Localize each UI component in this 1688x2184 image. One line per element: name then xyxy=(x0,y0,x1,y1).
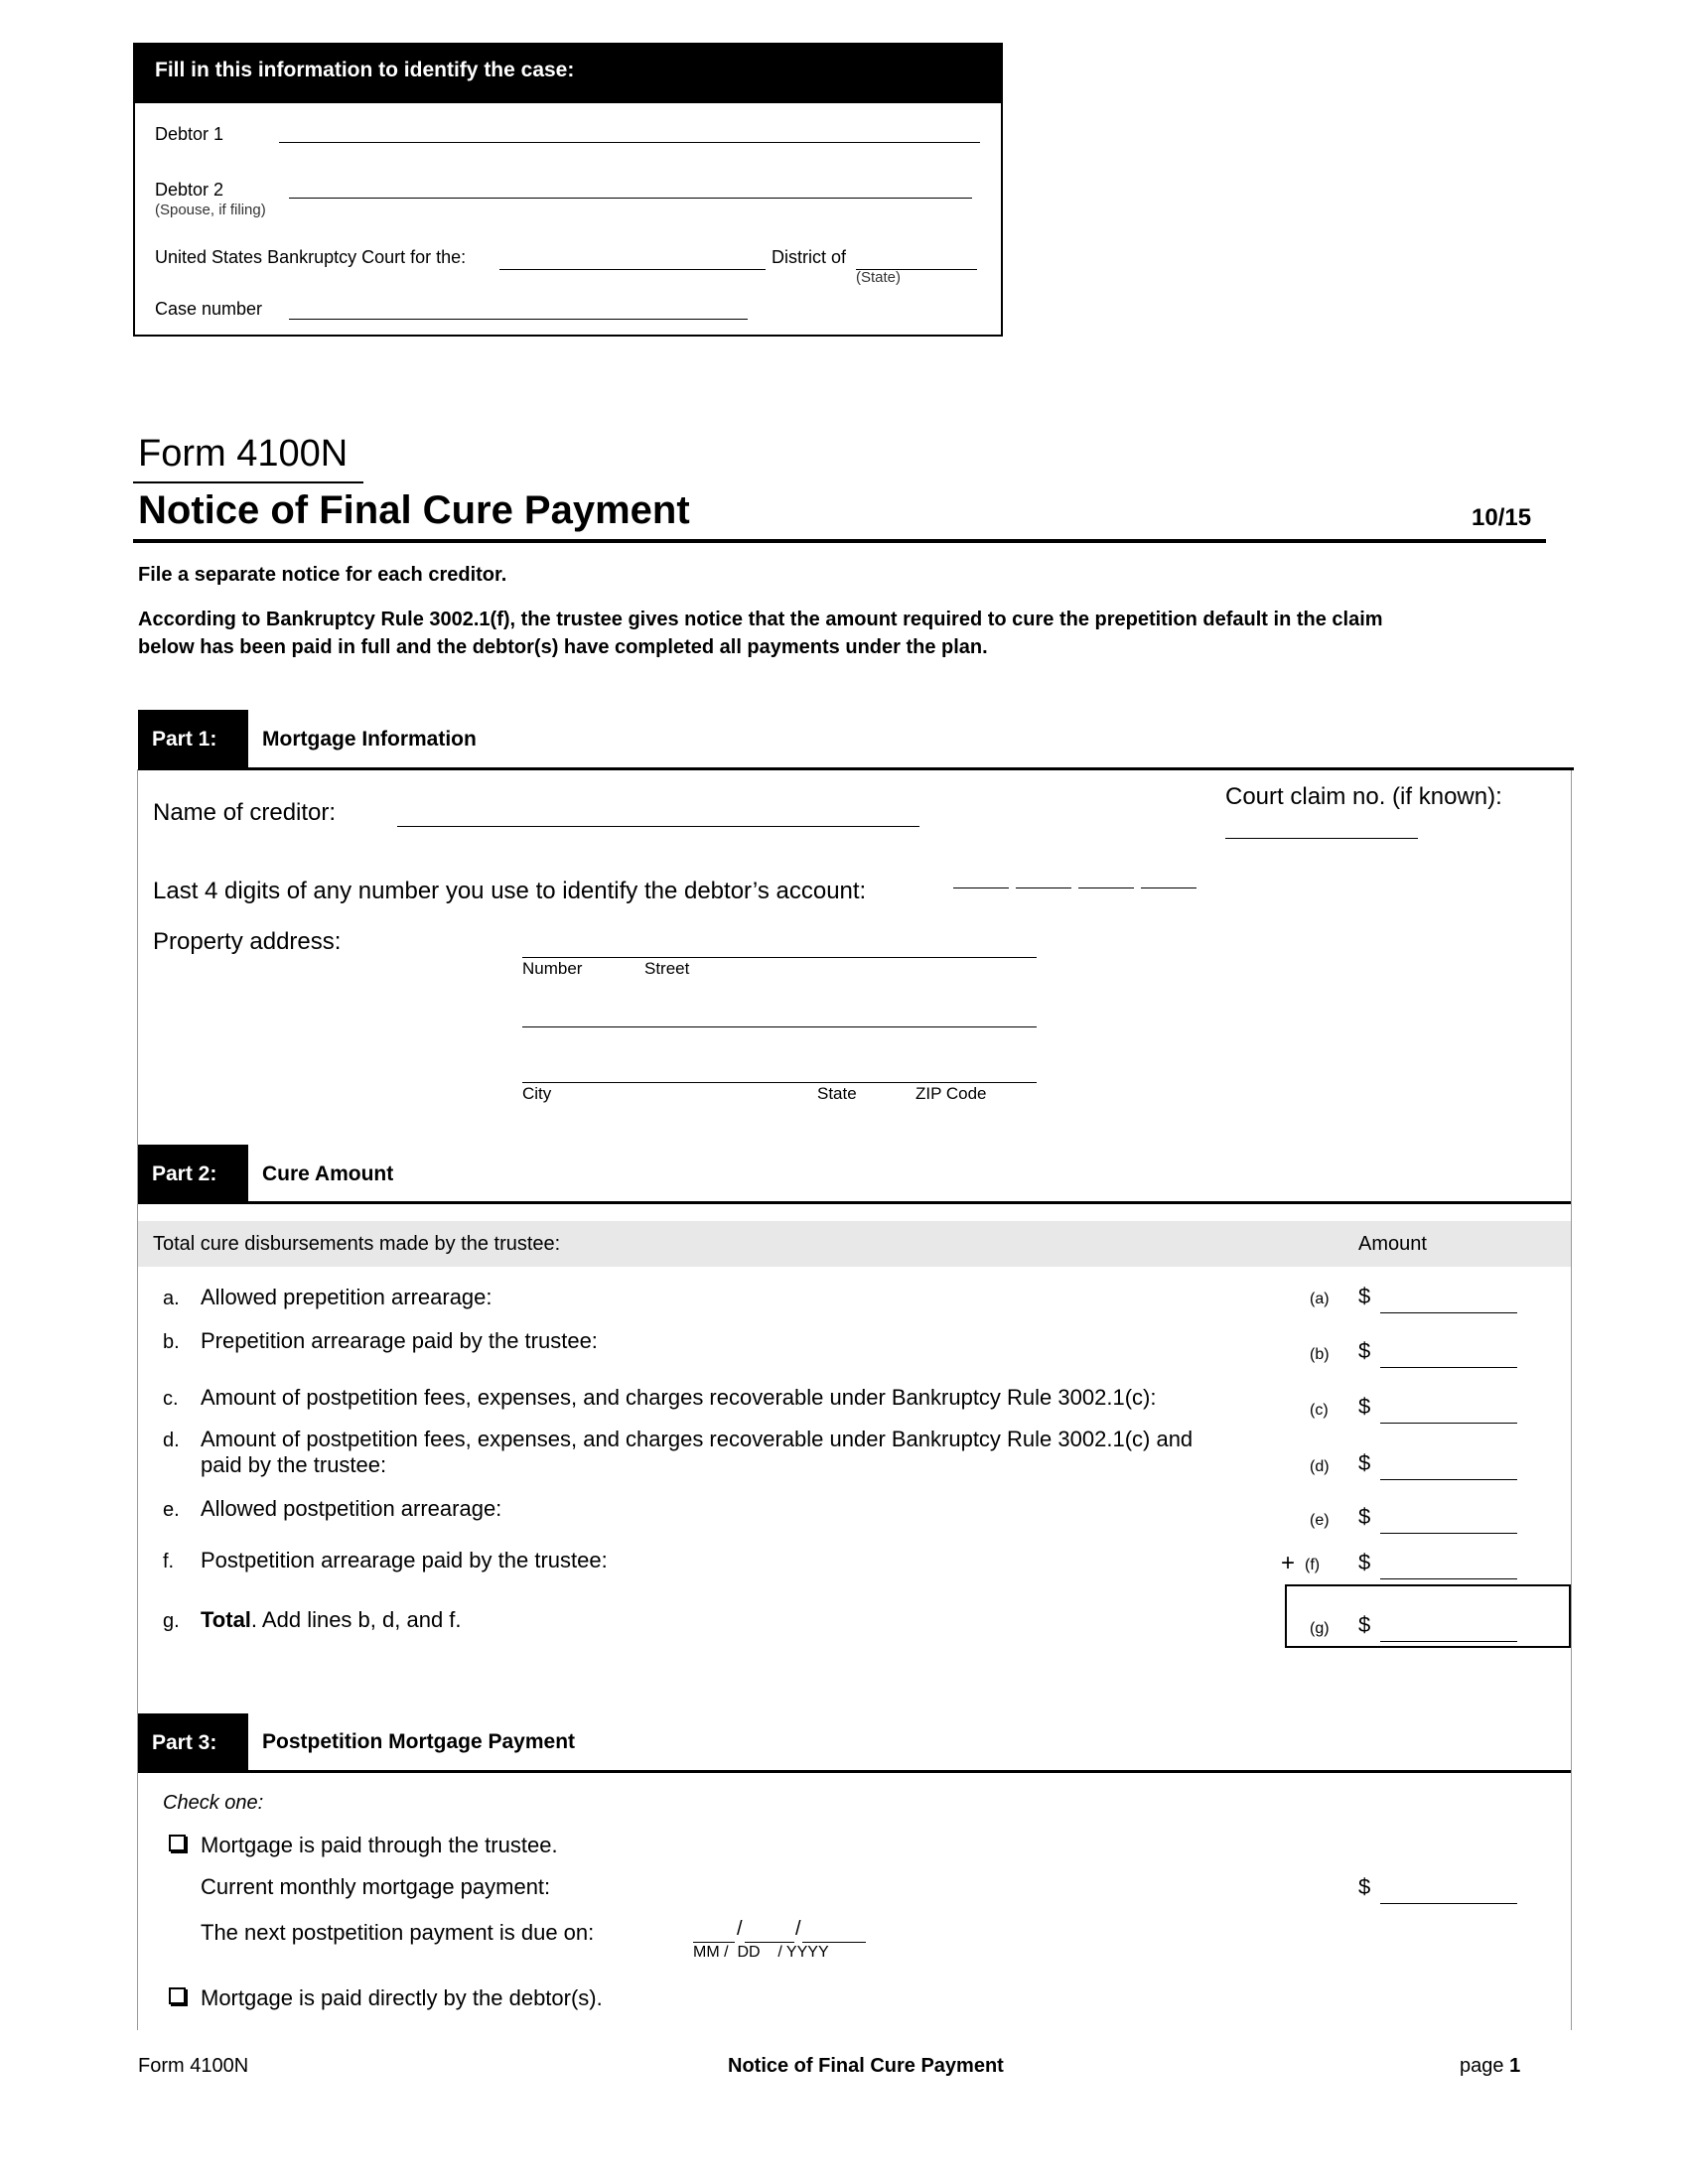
address-line2-field[interactable] xyxy=(522,1001,1037,1027)
debtor2-field[interactable] xyxy=(289,172,972,199)
amount-e-field[interactable] xyxy=(1380,1507,1517,1534)
last4-digit-2[interactable] xyxy=(1016,864,1071,888)
dollar-sign: $ xyxy=(1358,1874,1371,1899)
check-one-label: Check one: xyxy=(163,1792,264,1814)
row-text: Postpetition arrearage paid by the trustee: xyxy=(201,1548,608,1572)
dollar-sign: $ xyxy=(1358,1394,1371,1419)
due-year-field[interactable] xyxy=(802,1916,866,1943)
row-code: (a) xyxy=(1310,1291,1330,1307)
dollar-sign: $ xyxy=(1358,1284,1371,1308)
street-sublabel: Street xyxy=(644,959,690,978)
city-sublabel: City xyxy=(522,1084,552,1103)
court-label: United States Bankruptcy Court for the: xyxy=(155,247,467,267)
debtor2-sublabel: (Spouse, if filing) xyxy=(155,202,266,218)
cure-header-label: Total cure disbursements made by the trustee: xyxy=(153,1233,561,1255)
due-day-field[interactable] xyxy=(745,1916,794,1943)
row-code: (f) xyxy=(1305,1557,1321,1573)
monthly-payment-label: Current monthly mortgage payment: xyxy=(201,1874,551,1899)
row-text: Allowed prepetition arrearage: xyxy=(201,1285,492,1309)
row-text xyxy=(201,1607,462,1633)
dollar-sign: $ xyxy=(1358,1450,1371,1475)
dollar-sign: $ xyxy=(1358,1550,1371,1574)
dollar-sign: $ xyxy=(1358,1338,1371,1363)
last4-label xyxy=(153,878,866,905)
amount-g-field[interactable] xyxy=(1380,1615,1517,1642)
state-sublabel: (State) xyxy=(856,269,902,286)
amount-header: Amount xyxy=(1358,1233,1427,1255)
row-code: (b) xyxy=(1310,1346,1330,1363)
part1-rule xyxy=(138,767,1574,770)
form-number-underline xyxy=(133,481,363,483)
paid-through-trustee-checkbox[interactable] xyxy=(169,1835,186,1851)
row-code: (g) xyxy=(1310,1620,1330,1637)
debtor2-label: Debtor 2 xyxy=(155,180,224,200)
row-code: (e) xyxy=(1310,1512,1330,1529)
last4-digit-4[interactable] xyxy=(1141,864,1196,888)
row-text: Amount of postpetition fees, expenses, and charges recoverable under Bankruptcy Rule 3002.1(c) and xyxy=(201,1427,1194,1451)
part2-rule xyxy=(138,1201,1571,1204)
page-title: Notice of Final Cure Payment xyxy=(138,488,690,532)
footer-page xyxy=(1460,2055,1520,2078)
row-letter: c. xyxy=(163,1388,179,1410)
footer-page-label: page xyxy=(1460,2055,1510,2077)
debtor1-field[interactable] xyxy=(279,116,980,143)
address-city-field[interactable] xyxy=(522,1056,1037,1083)
paid-by-debtor-checkbox[interactable] xyxy=(169,1987,186,2004)
footer-page-number: 1 xyxy=(1509,2055,1521,2077)
court-field[interactable] xyxy=(499,243,766,270)
court-claim-label xyxy=(1225,783,1502,811)
row-text: Allowed postpetition arrearage: xyxy=(201,1496,502,1521)
court-claim-field[interactable] xyxy=(1225,812,1418,839)
case-number-label: Case number xyxy=(155,299,263,319)
amount-c-field[interactable] xyxy=(1380,1397,1517,1424)
body-left-border xyxy=(137,769,138,2030)
row-text: Prepetition arrearage paid by the trustee: xyxy=(201,1328,598,1353)
amount-a-field[interactable] xyxy=(1380,1287,1517,1313)
creditor-label: Name of creditor: xyxy=(153,799,337,826)
court-claim-bold: Court claim no. xyxy=(1225,783,1386,810)
part3-rule xyxy=(138,1770,1571,1773)
creditor-field[interactable] xyxy=(397,796,919,827)
row-letter: f. xyxy=(163,1551,175,1572)
case-number-field[interactable] xyxy=(289,293,748,320)
last4-digit-3[interactable] xyxy=(1078,864,1134,888)
district-field[interactable] xyxy=(856,243,977,270)
row-text-cont: paid by the trustee: xyxy=(201,1452,387,1477)
body-right-border xyxy=(1571,769,1572,2030)
due-month-field[interactable] xyxy=(693,1916,735,1943)
court-claim-rest: (if known): xyxy=(1385,783,1502,810)
state-sublabel-address: State xyxy=(817,1084,857,1103)
paid-by-debtor-label: Mortgage is paid directly by the debtor(s). xyxy=(201,1985,603,2010)
paid-through-trustee-label: Mortgage is paid through the trustee. xyxy=(201,1833,558,1857)
row-code: (c) xyxy=(1310,1402,1329,1419)
date-slash-1: / xyxy=(737,1918,743,1940)
total-rest: . Add lines b, d, and f. xyxy=(250,1607,462,1632)
footer-form-number: Form 4100N xyxy=(138,2055,249,2077)
monthly-payment-field[interactable] xyxy=(1380,1877,1517,1904)
date-format-hint: MM / DD / YYYY xyxy=(693,1944,829,1961)
address-street-field[interactable] xyxy=(522,931,1037,958)
title-rule xyxy=(133,539,1546,543)
case-identification-box xyxy=(133,43,1003,337)
part2-title: Cure Amount xyxy=(262,1162,394,1185)
amount-f-field[interactable] xyxy=(1380,1553,1517,1579)
part3-title: Postpetition Mortgage Payment xyxy=(262,1730,576,1753)
date-slash-2: / xyxy=(795,1918,801,1940)
last4-rest: of any number you use to identify the debtor’s account: xyxy=(280,878,867,904)
number-sublabel: Number xyxy=(522,959,583,978)
dollar-sign: $ xyxy=(1358,1612,1371,1637)
part1-tab: Part 1: xyxy=(138,710,248,769)
part1-title: Mortgage Information xyxy=(262,728,477,751)
last4-bold: Last 4 digits xyxy=(153,878,281,904)
next-due-label: The next postpetition payment is due on: xyxy=(201,1920,595,1945)
amount-b-field[interactable] xyxy=(1380,1341,1517,1368)
row-code: (d) xyxy=(1310,1458,1330,1475)
intro-line-1: File a separate notice for each creditor. xyxy=(138,564,507,586)
plus-sign: + xyxy=(1281,1550,1296,1576)
row-letter: g. xyxy=(163,1610,180,1632)
row-letter: e. xyxy=(163,1499,180,1521)
form-number: Form 4100N xyxy=(138,433,349,475)
last4-digit-1[interactable] xyxy=(953,864,1009,888)
form-version: 10/15 xyxy=(1472,504,1532,531)
part3-tab: Part 3: xyxy=(138,1713,248,1773)
row-letter: b. xyxy=(163,1331,180,1353)
property-address-label: Property address: xyxy=(153,928,342,955)
district-label: District of xyxy=(772,247,847,267)
intro-line-2a: According to Bankruptcy Rule 3002.1(f), the trustee gives notice that the amount required to cure the prepetition default in the claim xyxy=(138,609,1383,630)
total-bold: Total xyxy=(201,1607,251,1632)
dollar-sign: $ xyxy=(1358,1504,1371,1529)
row-letter: a. xyxy=(163,1288,180,1309)
case-box-header: Fill in this information to identify the case: xyxy=(135,45,1001,103)
zip-sublabel: ZIP Code xyxy=(915,1084,987,1103)
intro-line-2b: below has been paid in full and the debtor(s) have completed all payments under the plan. xyxy=(138,636,988,658)
amount-d-field[interactable] xyxy=(1380,1453,1517,1480)
debtor1-label: Debtor 1 xyxy=(155,124,224,144)
part2-tab: Part 2: xyxy=(138,1145,248,1204)
row-text: Amount of postpetition fees, expenses, and charges recoverable under Bankruptcy Rule 3002.1(c): xyxy=(201,1385,1157,1410)
row-letter: d. xyxy=(163,1430,180,1451)
footer-title: Notice of Final Cure Payment xyxy=(728,2055,1004,2077)
